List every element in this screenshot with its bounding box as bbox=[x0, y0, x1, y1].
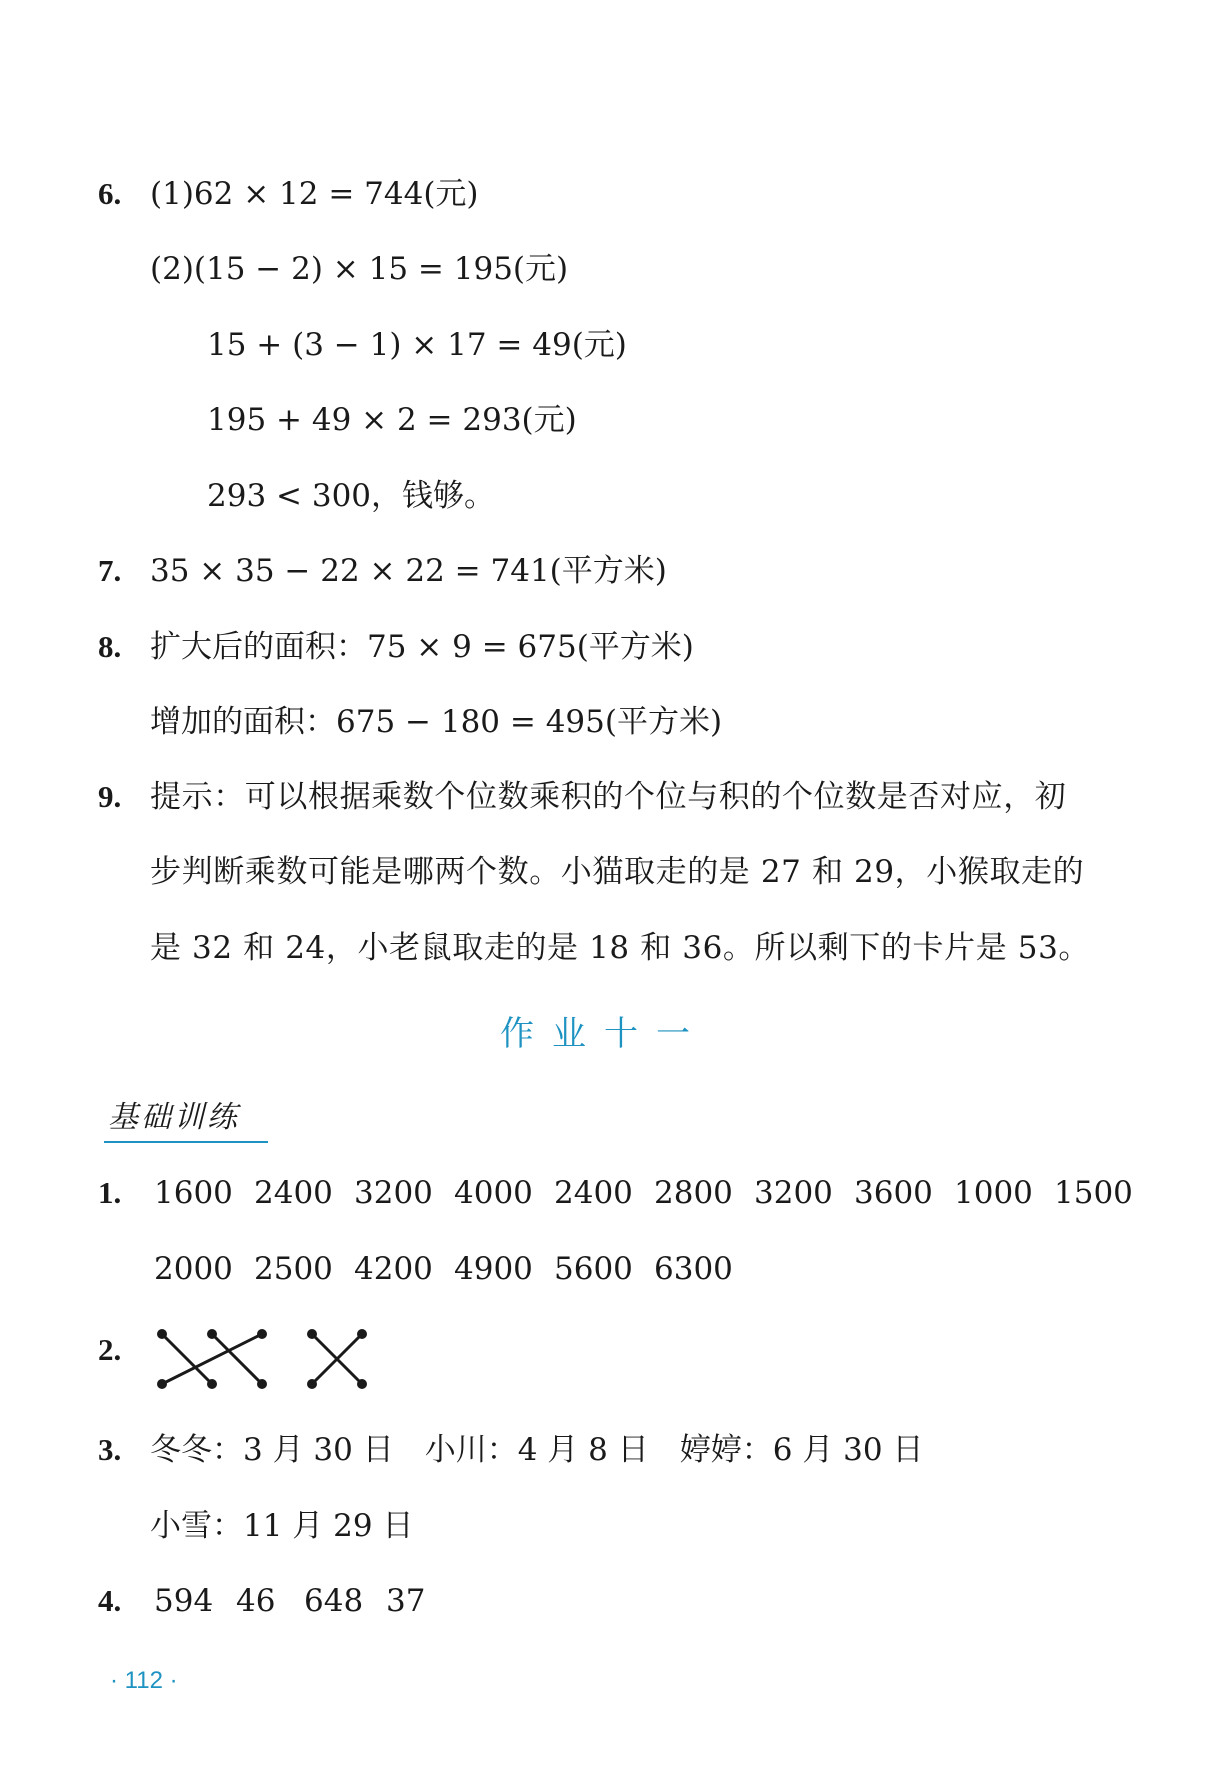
matching-dot bbox=[207, 1329, 217, 1339]
q6-line-5: 293 < 300，钱够。 bbox=[207, 478, 496, 514]
matching-dot bbox=[357, 1379, 367, 1389]
q1-value: 1500 bbox=[1054, 1175, 1133, 1211]
q1-value: 3600 bbox=[854, 1175, 933, 1211]
matching-line bbox=[162, 1334, 212, 1384]
q1-value: 4200 bbox=[354, 1251, 433, 1287]
q1-value: 3200 bbox=[354, 1175, 433, 1211]
matching-dot bbox=[257, 1379, 267, 1389]
matching-dot bbox=[207, 1379, 217, 1389]
page-number: · 112 · bbox=[110, 1667, 178, 1694]
q9-line-1: 提示：可以根据乘数个位数乘积的个位与积的个位数是否对应，初 bbox=[150, 779, 1067, 815]
q1-value: 6300 bbox=[654, 1251, 733, 1287]
q8-line-2: 增加的面积：675 − 180 = 495(平方米) bbox=[150, 704, 723, 740]
q3-line-1: 冬冬：3 月 30 日 小川：4 月 8 日 婷婷：6 月 30 日 bbox=[150, 1432, 924, 1468]
matching-dot bbox=[257, 1329, 267, 1339]
sub-heading: 基础训练 bbox=[108, 1100, 240, 1135]
matching-dot bbox=[357, 1329, 367, 1339]
matching-dot bbox=[157, 1329, 167, 1339]
q1-value: 5600 bbox=[554, 1251, 633, 1287]
matching-dot bbox=[307, 1329, 317, 1339]
q1-value: 2400 bbox=[554, 1175, 633, 1211]
q9-line-2: 步判断乘数可能是哪两个数。小猫取走的是 27 和 29，小猴取走的 bbox=[150, 854, 1085, 890]
matching-dot bbox=[157, 1379, 167, 1389]
q8-line-1: 扩大后的面积：75 × 9 = 675(平方米) bbox=[150, 629, 694, 665]
question-number-6: 6. bbox=[98, 176, 122, 211]
q1-value: 2500 bbox=[254, 1251, 333, 1287]
hw-question-number-4: 4. bbox=[98, 1583, 122, 1618]
q1-value: 2000 bbox=[154, 1251, 233, 1287]
section-title: 作业十一 bbox=[500, 1014, 708, 1054]
q1-value: 4900 bbox=[454, 1251, 533, 1287]
q6-line-1: (1)62 × 12 = 744(元) bbox=[150, 176, 479, 212]
matching-dot bbox=[307, 1379, 317, 1389]
q1-value: 4000 bbox=[454, 1175, 533, 1211]
q4-value: 648 bbox=[304, 1583, 364, 1619]
sub-heading-underline bbox=[104, 1141, 268, 1143]
hw-question-number-3: 3. bbox=[98, 1432, 122, 1467]
question-number-7: 7. bbox=[98, 553, 122, 588]
q6-line-4: 195 + 49 × 2 = 293(元) bbox=[207, 402, 577, 438]
q1-value: 1000 bbox=[954, 1175, 1033, 1211]
q4-value: 37 bbox=[386, 1583, 426, 1619]
hw-question-number-2: 2. bbox=[98, 1332, 122, 1367]
matching-lines-diagram bbox=[150, 1324, 380, 1394]
q7-line-1: 35 × 35 − 22 × 22 = 741(平方米) bbox=[150, 553, 667, 589]
q4-value: 594 bbox=[154, 1583, 214, 1619]
q6-line-2: (2)(15 − 2) × 15 = 195(元) bbox=[150, 251, 569, 287]
q1-value: 2800 bbox=[654, 1175, 733, 1211]
q1-value: 2400 bbox=[254, 1175, 333, 1211]
q6-line-3: 15 + (3 − 1) × 17 = 49(元) bbox=[207, 327, 627, 363]
hw-question-number-1: 1. bbox=[98, 1175, 122, 1210]
matching-line bbox=[162, 1334, 262, 1384]
q9-line-3: 是 32 和 24，小老鼠取走的是 18 和 36。所以剩下的卡片是 53。 bbox=[150, 930, 1091, 966]
q3-line-2: 小雪：11 月 29 日 bbox=[150, 1508, 414, 1544]
matching-line bbox=[212, 1334, 262, 1384]
question-number-8: 8. bbox=[98, 629, 122, 664]
q1-value: 1600 bbox=[154, 1175, 233, 1211]
q4-value: 46 bbox=[236, 1583, 276, 1619]
question-number-9: 9. bbox=[98, 779, 122, 814]
q1-value: 3200 bbox=[754, 1175, 833, 1211]
